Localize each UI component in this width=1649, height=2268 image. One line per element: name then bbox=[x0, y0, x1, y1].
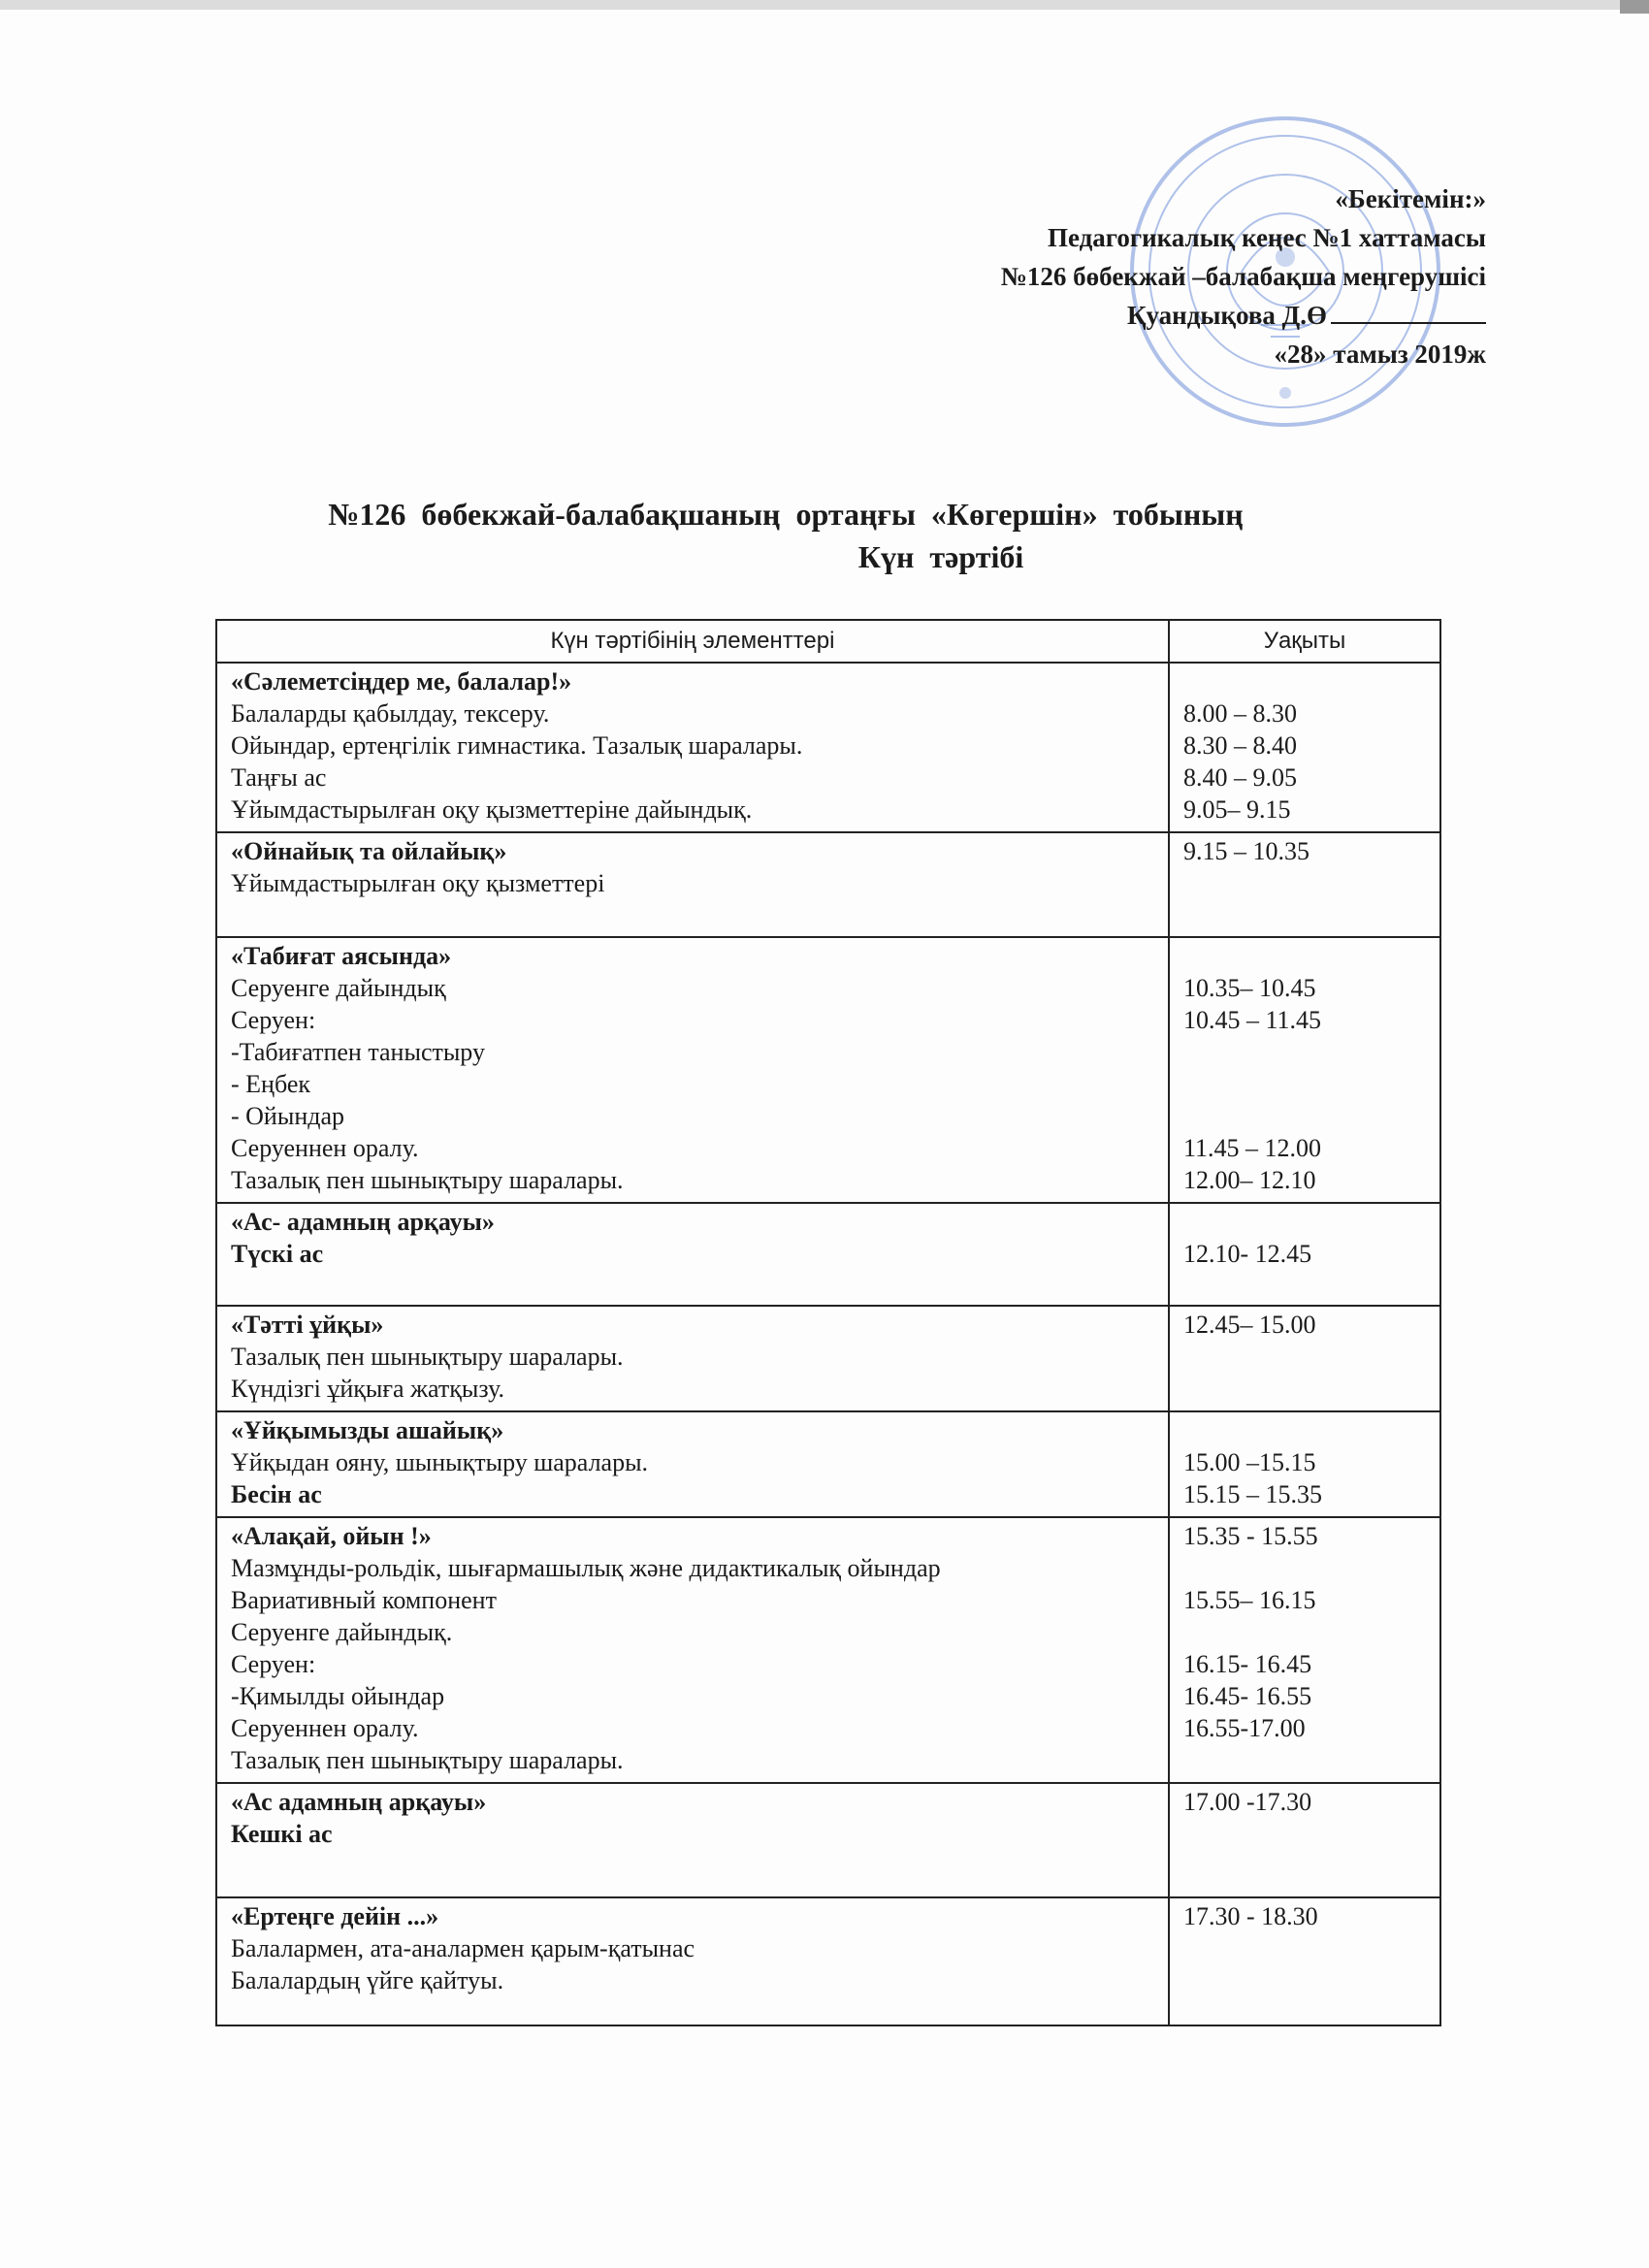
time-value: 16.45- 16.55 bbox=[1183, 1682, 1312, 1710]
activity-cell bbox=[216, 832, 1169, 937]
time-value: 10.45 – 11.45 bbox=[1183, 1006, 1322, 1034]
time-value: 12.10- 12.45 bbox=[1183, 1240, 1312, 1268]
time-value: 15.15 – 15.35 bbox=[1183, 1480, 1322, 1508]
time-value: 12.00– 12.10 bbox=[1183, 1166, 1316, 1194]
section-title: «Ойнайық та ойлайық» bbox=[231, 837, 507, 865]
activity-item: Тазалық пен шынықтыру шаралары. bbox=[231, 1166, 624, 1194]
approval-protocol: Педагогикалық кеңес №1 хаттамасы bbox=[1047, 223, 1486, 252]
activity-item: -Табиғатпен таныстыру bbox=[231, 1038, 485, 1066]
section-title: «Табиғат аясында» bbox=[231, 942, 452, 970]
time-value: 15.55– 16.15 bbox=[1183, 1586, 1316, 1614]
scan-corner-mark bbox=[1620, 0, 1649, 14]
activity-item: Балалармен, ата-аналармен қарым-қатынас bbox=[231, 1934, 695, 1962]
time-value: 8.00 – 8.30 bbox=[1183, 699, 1297, 728]
time-cell bbox=[1169, 832, 1440, 937]
time-value: 10.35– 10.45 bbox=[1183, 974, 1316, 1002]
activity-item: - Еңбек bbox=[231, 1070, 311, 1098]
section-title: «Ертеңге дейін ...» bbox=[231, 1902, 439, 1930]
scan-top-edge bbox=[0, 0, 1649, 10]
document-title bbox=[0, 493, 1649, 578]
time-value: 16.15- 16.45 bbox=[1183, 1650, 1312, 1678]
time-cell bbox=[1169, 1411, 1440, 1517]
time-cell bbox=[1169, 1203, 1440, 1306]
approval-heading: «Бекітемін:» bbox=[1335, 184, 1486, 213]
time-value: 8.40 – 9.05 bbox=[1183, 763, 1297, 792]
section-title: «Ұйқымызды ашайық» bbox=[231, 1416, 504, 1444]
title-line-2: Күн тәртібі bbox=[857, 539, 1024, 574]
time-value bbox=[1183, 1616, 1430, 1648]
time-value bbox=[1183, 1552, 1430, 1584]
schedule-body bbox=[216, 663, 1440, 2025]
activity-cell bbox=[216, 1783, 1169, 1897]
activity-item: Тазалық пен шынықтыру шаралары. bbox=[231, 1746, 624, 1774]
time-value bbox=[1183, 1414, 1430, 1446]
activity-item: Вариативный компонент bbox=[231, 1586, 497, 1614]
activity-item: Серуен: bbox=[231, 1650, 316, 1678]
time-cell bbox=[1169, 1897, 1440, 2025]
activity-cell bbox=[216, 1411, 1169, 1517]
daily-schedule-table bbox=[215, 619, 1441, 2026]
activity-item: Кешкі ас bbox=[231, 1820, 333, 1848]
activity-item: Балаларды қабылдау, тексеру. bbox=[231, 699, 550, 728]
table-header-row bbox=[216, 620, 1440, 663]
activity-item: Ұйымдастырылған оқу қызметтері bbox=[231, 869, 605, 897]
activity-item: Серуеннен оралу. bbox=[231, 1134, 419, 1162]
activity-item: Серуенге дайындық bbox=[231, 974, 446, 1002]
activity-item: Ұйқыдан ояну, шынықтыру шаралары. bbox=[231, 1448, 649, 1476]
table-row bbox=[216, 1897, 1440, 2025]
table-row bbox=[216, 1783, 1440, 1897]
activity-cell bbox=[216, 1306, 1169, 1411]
section-title: «Алақай, ойын !» bbox=[231, 1522, 432, 1550]
activity-item: -Қимылды ойындар bbox=[231, 1682, 445, 1710]
time-value: 11.45 – 12.00 bbox=[1183, 1134, 1322, 1162]
time-value: 15.00 –15.15 bbox=[1183, 1448, 1316, 1476]
approval-head-position: №126 бөбекжай –балабақша меңгерушісі bbox=[1000, 262, 1486, 291]
approval-signatory-name: Қуандықова Д.Ө bbox=[1126, 301, 1327, 330]
activity-cell bbox=[216, 1517, 1169, 1783]
time-value: 9.05– 9.15 bbox=[1183, 795, 1291, 824]
time-value: 9.15 – 10.35 bbox=[1183, 837, 1310, 865]
activity-item: Бесін ас bbox=[231, 1480, 322, 1508]
time-value bbox=[1183, 1100, 1430, 1132]
table-row bbox=[216, 1203, 1440, 1306]
signature-line bbox=[1331, 297, 1486, 324]
approval-block bbox=[1001, 179, 1486, 373]
activity-item: Мазмұнды-рольдік, шығармашылық және дидактикалық ойындар bbox=[231, 1554, 941, 1582]
section-title: «Тәтті ұйқы» bbox=[231, 1311, 384, 1339]
activity-item: Ұйымдастырылған оқу қызметтеріне дайындық. bbox=[231, 795, 753, 824]
activity-cell bbox=[216, 1897, 1169, 2025]
time-value bbox=[1183, 665, 1430, 697]
time-value: 12.45– 15.00 bbox=[1183, 1311, 1316, 1339]
time-cell bbox=[1169, 937, 1440, 1203]
time-value bbox=[1183, 940, 1430, 972]
activity-cell bbox=[216, 937, 1169, 1203]
time-value: 17.00 -17.30 bbox=[1183, 1788, 1312, 1816]
approval-signatory bbox=[1001, 296, 1486, 335]
activity-item: - Ойындар bbox=[231, 1102, 344, 1130]
time-cell bbox=[1169, 1306, 1440, 1411]
activity-cell bbox=[216, 1203, 1169, 1306]
header-elements: Күн тәртібінің элементтері bbox=[216, 620, 1169, 663]
time-value: 8.30 – 8.40 bbox=[1183, 731, 1297, 760]
time-value bbox=[1183, 1206, 1430, 1238]
table-row bbox=[216, 1517, 1440, 1783]
approval-date: «28» тамыз 2019ж bbox=[1274, 340, 1486, 369]
table-row bbox=[216, 1306, 1440, 1411]
title-line-1: №126 бөбекжай-балабақшаның ортаңғы «Көгершін» тобының bbox=[328, 497, 1244, 532]
table-row bbox=[216, 1411, 1440, 1517]
time-cell bbox=[1169, 1783, 1440, 1897]
section-title: «Сәлеметсіңдер ме, балалар!» bbox=[231, 667, 572, 696]
activity-cell bbox=[216, 663, 1169, 832]
activity-item: Тазалық пен шынықтыру шаралары. bbox=[231, 1343, 624, 1371]
activity-item: Серуенге дайындық. bbox=[231, 1618, 453, 1646]
table-row bbox=[216, 937, 1440, 1203]
table-row bbox=[216, 832, 1440, 937]
time-value: 17.30 - 18.30 bbox=[1183, 1902, 1318, 1930]
activity-item: Түскі ас bbox=[231, 1240, 324, 1268]
activity-item: Серуен: bbox=[231, 1006, 316, 1034]
activity-item: Күндізгі ұйқыға жатқызу. bbox=[231, 1375, 505, 1403]
section-title: «Ас адамның арқауы» bbox=[231, 1788, 487, 1816]
time-value bbox=[1183, 1068, 1430, 1100]
time-value bbox=[1183, 1036, 1430, 1068]
activity-item: Балалардың үйге қайтуы. bbox=[231, 1966, 504, 1994]
header-time: Уақыты bbox=[1169, 620, 1440, 663]
section-title: «Ас- адамның арқауы» bbox=[231, 1208, 495, 1236]
activity-item: Ойындар, ертеңгілік гимнастика. Тазалық шаралары. bbox=[231, 731, 803, 760]
time-cell bbox=[1169, 1517, 1440, 1783]
time-value: 16.55-17.00 bbox=[1183, 1714, 1306, 1742]
time-cell bbox=[1169, 663, 1440, 832]
time-value: 15.35 - 15.55 bbox=[1183, 1522, 1318, 1550]
activity-item: Серуеннен оралу. bbox=[231, 1714, 419, 1742]
activity-item: Таңғы ас bbox=[231, 763, 327, 792]
table-row bbox=[216, 663, 1440, 832]
